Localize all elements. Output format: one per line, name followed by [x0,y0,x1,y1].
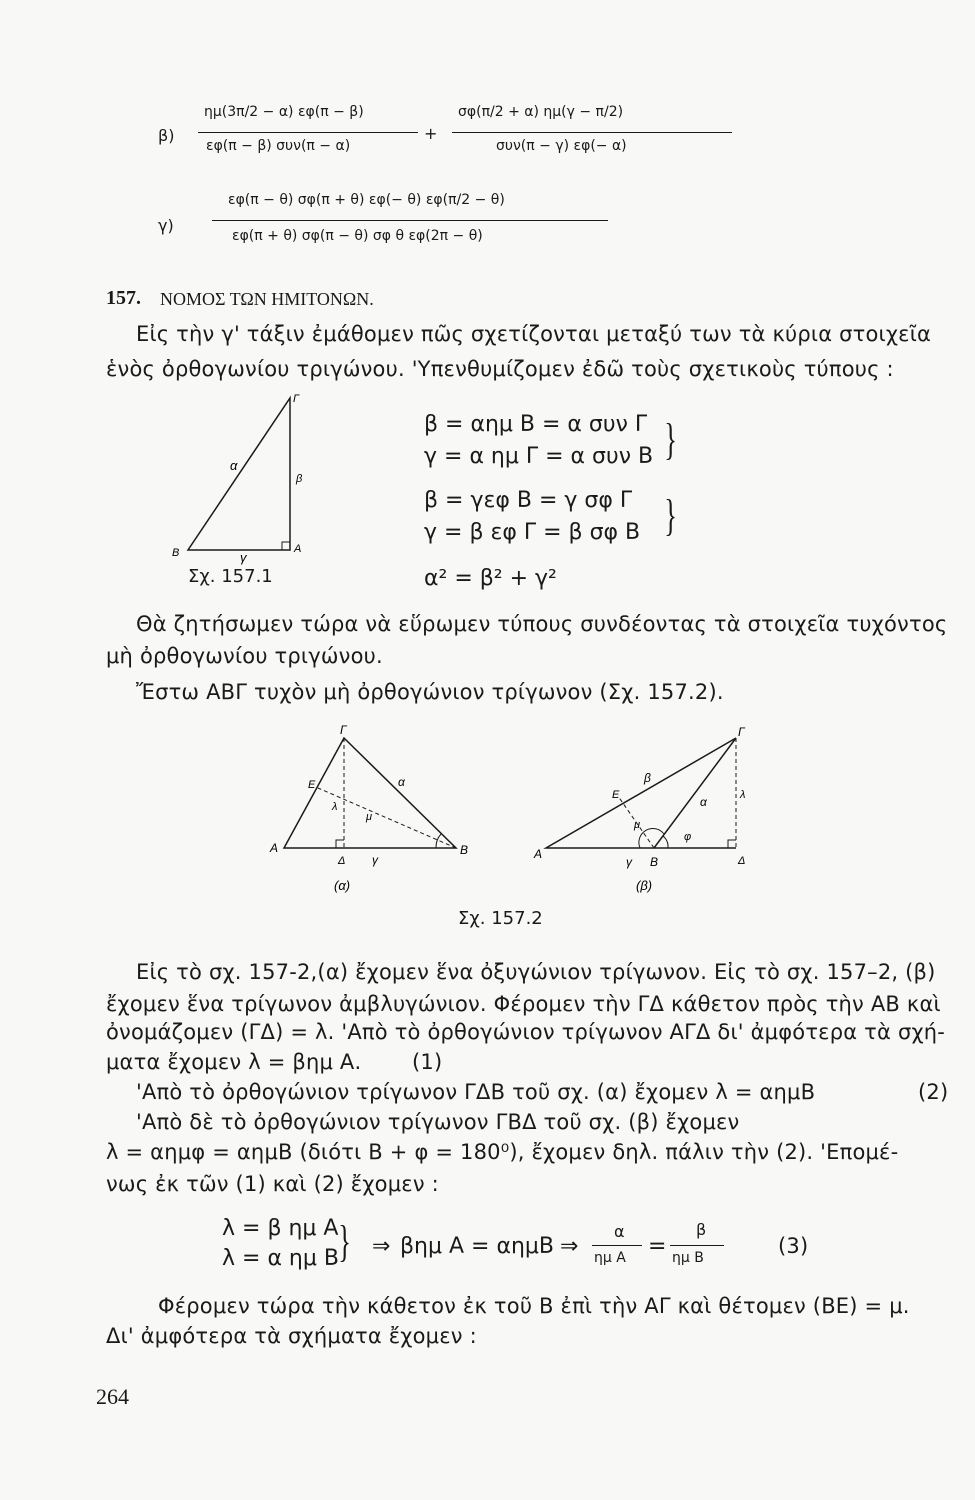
side-label-alpha: α [230,458,238,473]
formula-beta-denominator-1: εφ(π − β) συν(π − α) [206,138,351,154]
side-label-beta: β [296,473,303,485]
formula-gamma-label: γ) [158,216,174,235]
angle-arc-phi [663,836,668,848]
equation-tag-2: (2) [918,1080,949,1104]
fraction-bar [452,132,732,133]
right-brace: } [338,1217,351,1266]
vertex-label-b: Β [172,547,180,559]
side-label-gamma: γ [626,855,632,869]
formula-beta-denominator-2: συν(π − γ) εφ(− α) [496,138,627,154]
system-equation-2: λ = α ημ Β [222,1246,339,1271]
side-label-gamma: γ [240,550,247,565]
right-triangle-figure [160,390,320,590]
equation-gamma-2: γ = β εφ Γ = β σφ Β [424,520,641,545]
segment-label-mu: μ [366,811,373,823]
right-brace: } [664,415,677,464]
system-equation-1: λ = β ημ Α [222,1216,339,1241]
side-label-beta: β [644,771,651,785]
formula-gamma-denominator: εφ(π + θ) σφ(π − θ) σφ θ εφ(2π − θ) [232,228,483,244]
perpendicular-mu [318,788,456,848]
figure-157-2b [526,724,786,894]
figure-caption-157-2: Σχ. 157.2 [458,908,543,929]
paragraph-line: Δι' ἀμφότερα τὰ σχήματα ἔχομεν : [106,1324,477,1348]
formula-beta-numerator-1: ημ(3π/2 − α) εφ(π − β) [204,104,364,120]
paragraph-line: ματα ἔχομεν λ = βημ Α. [106,1050,362,1074]
fraction-2-denominator: ημ Β [672,1250,704,1266]
triangle-shape [284,738,456,848]
paragraph-line: λ = αημφ = αημΒ (διότι Β + φ = 180⁰), ἔχομεν δηλ. πάλιν τὴν (2). 'Επομέ- [106,1140,899,1164]
right-angle-mark [282,542,290,550]
paragraph-line: ὀνομάζομεν (ΓΔ) = λ. 'Απὸ τὸ ὀρθογώνιον τρίγωνον ΑΓΔ δι' ἀμφότερα τὰ σχή- [106,1020,946,1044]
paragraph-line: Θὰ ζητήσωμεν τώρα νὰ εὕρωμεν τύπους συνδέοντας τὰ στοιχεῖα τυχόντος [136,612,948,636]
paragraph-line: Εἰς τὸ σχ. 157-2,(α) ἔχομεν ἕνα ὀξυγώνιον τρίγωνον. Εἰς τὸ σχ. 157–2, (β) [136,960,936,984]
formula-gamma-numerator: εφ(π − θ) σφ(π + θ) εφ(− θ) εφ(π/2 − θ) [228,192,505,208]
triangle-shape [188,398,290,550]
formula-beta-label: β) [158,126,175,145]
paragraph-line: 'Απὸ δὲ τὸ ὀρθογώνιον τρίγωνον ΓΒΔ τοῦ σχ. (β) ἔχομεν [136,1110,740,1134]
figure-caption-157-1: Σχ. 157.1 [188,566,273,587]
paragraph-line: ἔχομεν ἕνα τρίγωνον ἀμβλυγώνιον. Φέρομεν τὴν ΓΔ κάθετον πρὸς τὴν ΑΒ καὶ [106,992,941,1016]
paragraph-line: Φέρομεν τώρα τὴν κάθετον ἐκ τοῦ Β ἐπὶ τὴν ΑΓ καὶ θέτομεν (ΒΕ) = μ. [158,1294,910,1318]
vertex-label-delta: Δ [738,855,746,867]
subfigure-label-b: (β) [636,878,653,893]
angle-label-phi: φ [684,831,692,843]
segment-label-lambda: λ [332,801,338,813]
vertex-label-b: Β [460,843,469,857]
fraction-bar [592,1245,642,1246]
implies-arrow: ⇒ [372,1234,391,1259]
equation-gamma-1: γ = α ημ Γ = α συν Β [424,444,654,469]
paragraph-line: νως ἐκ τῶν (1) καὶ (2) ἔχομεν : [106,1172,439,1196]
vertex-label-gamma: Γ [738,725,745,739]
paragraph-line: 'Απὸ τὸ ὀρθογώνιον τρίγωνον ΓΔΒ τοῦ σχ. (α) ἔχομεν λ = αημΒ [136,1080,816,1104]
equation-tag-1: (1) [412,1050,443,1074]
paragraph-line: Εἰς τὴν γ' τάξιν ἐμάθομεν πῶς σχετίζονται μεταξύ των τὰ κύρια στοιχεῖα [136,322,932,346]
side-label-alpha: α [700,795,707,809]
plus-sign: + [424,124,438,143]
fraction-1-denominator: ημ Α [594,1250,626,1266]
vertex-label-gamma: Γ [340,724,347,737]
vertex-label-gamma: Γ [293,393,300,405]
fraction-bar [670,1245,724,1246]
segment-label-mu: μ [634,819,641,831]
vertex-label-a: Α [270,841,279,855]
paragraph-line: μὴ ὀρθογωνίου τριγώνου. [106,644,383,668]
vertex-label-delta: Δ [338,855,346,867]
paragraph-line: Ἔστω ΑΒΓ τυχὸν μὴ ὀρθογώνιον τρίγωνον (Σχ. 157.2). [136,680,724,704]
implies-arrow: ⇒ [560,1234,579,1259]
equation-beta-2: β = γεφ Β = γ σφ Γ [424,488,633,513]
right-angle-mark [728,840,736,848]
fraction-bar [212,220,608,221]
segment-label-lambda: λ [740,789,746,801]
formula-beta-numerator-2: σφ(π/2 + α) ημ(γ − π/2) [458,104,624,120]
equation-pythagorean: α² = β² + γ² [424,566,557,591]
vertex-label-e: Ε [612,789,620,801]
equation-tag-3: (3) [778,1234,809,1258]
fraction-bar [198,132,418,133]
right-angle-mark [336,840,344,848]
figure-157-2a [260,724,490,894]
equals-sign: = [648,1234,667,1259]
fraction-2-numerator: β [696,1220,707,1239]
vertex-label-a: Α [534,847,543,861]
vertex-label-a: Α [294,543,302,555]
section-number: 157. [106,287,141,309]
vertex-label-e: Ε [308,779,316,791]
page-number: 264 [96,1384,129,1409]
right-brace: } [664,491,677,540]
paragraph-line: ἑνὸς ὀρθογωνίου τριγώνου. 'Υπενθυμίζομεν ἐδῶ τοὺς σχετικοὺς τύπους : [106,357,894,381]
equation-beta-1: β = αημ Β = α συν Γ [424,412,648,437]
fraction-1-numerator: α [614,1222,625,1241]
vertex-label-b: Β [650,855,659,869]
subfigure-label-a: (α) [334,878,351,893]
system-middle-equation: βημ Α = αημΒ [400,1234,554,1259]
section-title: ΝΟΜΟΣ ΤΩΝ ΗΜΙΤΟΝΩΝ. [160,289,374,309]
side-label-alpha: α [398,775,405,789]
side-label-gamma: γ [372,853,378,867]
triangle-shape [546,738,736,848]
